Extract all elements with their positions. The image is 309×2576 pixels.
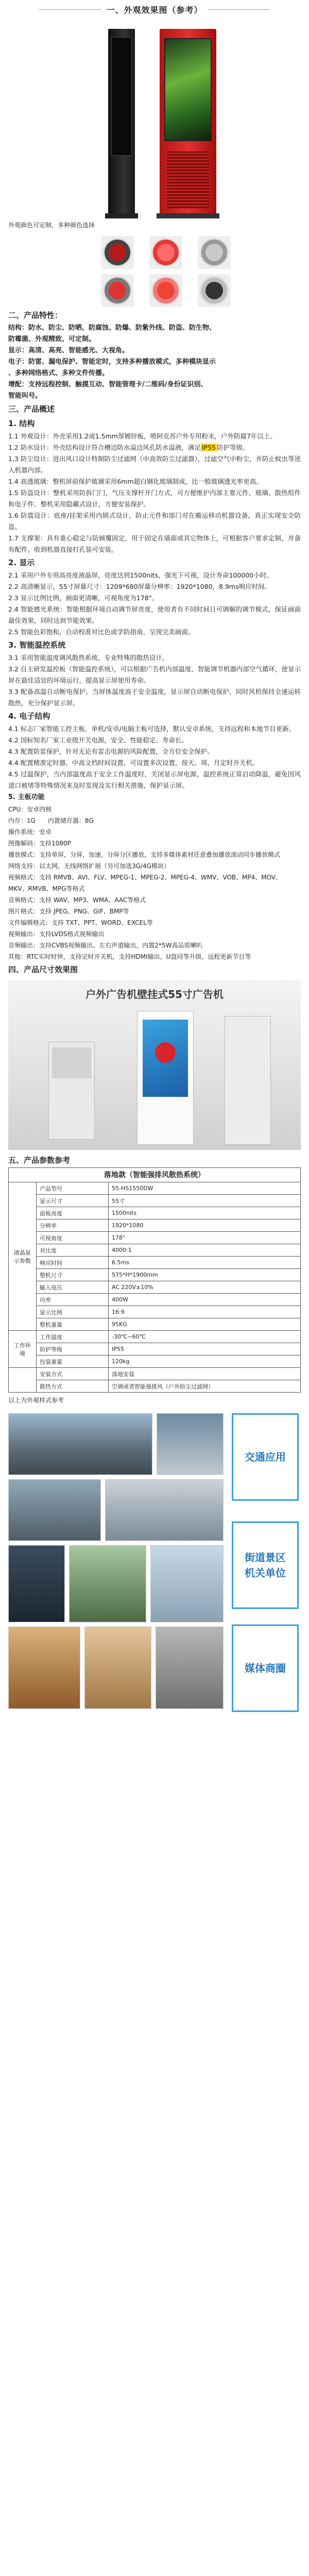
size-figure (8, 980, 301, 1150)
feature-line: 显示：高清、高亮、智能感光、大视角。 (8, 347, 129, 354)
swatch-mid (103, 276, 132, 305)
spec-line: 图像解码：支持1080P (8, 840, 71, 847)
table-value: 55-HS1550DW (109, 1182, 301, 1195)
table-row (9, 1195, 301, 1207)
paragraph: 3.3 配备高温自动断电保护，当屏体温度高于安全温度，显示屏自动断电保护，同时风机保持全速运转散热，充分保护显示屏。 (8, 688, 301, 707)
label-transport: 交通应用 (232, 1413, 299, 1501)
table-value: 空调或者智能强排风（户外防尘过滤网） (109, 1380, 301, 1393)
subsection-title: 4. 电子结构 (8, 711, 50, 721)
table-key: 包装重量 (37, 1355, 109, 1368)
param-table (0, 1167, 309, 1406)
table-row (9, 1244, 301, 1257)
table-key: 对比度 (37, 1244, 109, 1257)
table-key: 响应时间 (37, 1257, 109, 1269)
table-row (9, 1343, 301, 1355)
color-swatches (0, 231, 309, 308)
subsection-title: 1. 结构 (8, 419, 35, 428)
table-value: 16:9 (109, 1306, 301, 1318)
feature-line: 增配：支持远程控制、触摸互动、智能管理卡/二维码/身份证识别、 (8, 381, 208, 388)
paragraph: 2.5 智能色彩饱和，自动校准对比色或学防指南、呈现完美画面。 (8, 628, 195, 636)
table-key: 散热方式 (37, 1380, 109, 1393)
paragraph: 3.2 自主研发温控板（智能温控系统），可以根据广告机内部温度、智能调节机器内部空气循环，使显示屏在最佳适宜的环境运行，提高显示屏使用寿命。 (8, 665, 301, 684)
table-row (9, 1232, 301, 1244)
table-row (9, 1318, 301, 1331)
photo-shop (84, 1626, 151, 1709)
photo-bus-stop (8, 1413, 152, 1475)
photo-station (8, 1479, 101, 1541)
table-value: 575*H*1900mm (109, 1269, 301, 1281)
section-5-title: 五、产品参数参考 (8, 1156, 71, 1165)
paragraph: 1.4 高透玻璃：整机屏前保护玻璃采用6mm超白钢化玻璃制成，比一般玻璃透光率更高。 (8, 478, 263, 485)
paragraph: 2.1 采用户外专用高亮度液晶屏，亮度达到1500nits，强光下可视，设计寿命100000小时。 (8, 571, 273, 579)
paragraph: 1.5 防盗设计：整机采用防拆门门，气压支撑杆开门方式，可方便维护内部主要元件，玻璃、散热组件和电子件。整机采用隐藏式设计，方便安装保护。 (8, 489, 301, 508)
feature-line: 防霉菌、外观精致、可定制。 (8, 335, 96, 343)
bird-icon (155, 1042, 176, 1063)
table-footnote: 以上为外观样式参考 (8, 1397, 64, 1404)
spec-line: 操作系统：安卓 (8, 828, 52, 836)
section-2 (0, 308, 309, 402)
application-photos (0, 1413, 309, 1712)
table-key: 输入电压 (37, 1281, 109, 1294)
paragraph: 2.4 智能感光系统：智能根据环境自动调节屏亮度，使用者有不同时间日可调解的调节模式，保证画面最佳效果，同时达到节能效果。 (8, 605, 301, 624)
table-value: 178° (109, 1232, 301, 1244)
table-value: 1920*1080 (109, 1219, 301, 1232)
section-2-title: 二、产品特性： (8, 311, 63, 320)
table-row (9, 1182, 301, 1195)
photo-park (69, 1545, 146, 1622)
section-4-title: 四、产品尺寸效果图 (8, 965, 78, 974)
table-row (9, 1257, 301, 1269)
table-value: 落地安装 (109, 1368, 301, 1380)
table-key: 面板亮度 (37, 1207, 109, 1219)
section-1-title: 一、外观效果图（参考） (0, 0, 309, 19)
color-caption: 外观颜色可定制，多种颜色选择 (8, 222, 95, 229)
table-key: 产品型号 (37, 1182, 109, 1195)
table-key: 显示比例 (37, 1306, 109, 1318)
table-value: 1500nits (109, 1207, 301, 1219)
table-row (9, 1219, 301, 1232)
table-value: IP55 (109, 1343, 301, 1355)
swatch-dark (103, 238, 132, 267)
swatch-grey (200, 238, 229, 267)
side-kiosk-image (225, 1016, 271, 1145)
photo-shelter (105, 1479, 224, 1541)
table-key: 可视角度 (37, 1232, 109, 1244)
figure-title: 户外广告机壁挂式55寸广告机 (85, 988, 224, 1001)
spec-line: 播放模式：支持单屏，分屏，加速，分屏分区播放，支持多媒体素材任意叠加播放滚动同步播放模式 (8, 851, 281, 858)
table-title: 落地款（智能强排风散热系统） (8, 1167, 301, 1182)
table-value: AC 220V±10% (109, 1281, 301, 1294)
product-exterior-images (0, 19, 309, 219)
paragraph: 2.3 显示比例比例，画面更清晰，可视角度为178°。 (8, 594, 159, 602)
table-key: 防护等级 (37, 1343, 109, 1355)
photo-kiosk-red (156, 1626, 224, 1709)
spec-line: 内存：1G 内置储存器：8G (8, 817, 94, 824)
red-kiosk-image (160, 29, 216, 214)
paragraph: 4.4 配置精准定时器，中高文档时间设置，可设置多次设置，按天、周、月定时开关机。 (8, 759, 259, 767)
table-group: 液晶显示参数 (9, 1182, 37, 1331)
table-row (9, 1306, 301, 1318)
table-key: 安装方式 (37, 1368, 109, 1380)
photo-street (157, 1413, 224, 1475)
table-value: 95KG (109, 1318, 301, 1331)
table-value: -30℃~60℃ (109, 1331, 301, 1343)
subsection-title: 3. 智能温控系统 (8, 640, 66, 650)
paragraph: 1.1 外观设计：外壳采用1.2或1.5mm厚镀锌板，喷阿克苏户外专用粉末，户外防腐7年以上。 (8, 432, 277, 440)
table-value: 400W (109, 1294, 301, 1306)
spec-line: 音频输出：支持CVBS视频输出、左右声道输出，内置2*5W高品质喇叭 (8, 942, 203, 949)
paragraph: 4.3 配置防雷保护，针对无论有雷击电源的风险配置，全方位安全保护。 (8, 748, 214, 755)
black-kiosk-image (108, 29, 135, 214)
paragraph: 4.5 过温保护，当内部温度高于安全工作温度时，关闭显示屏电源，温控系统正常启动降温，避免因风道口被堵等特殊情况来及时发现及实行相关措施，保护显示屏。 (8, 770, 301, 789)
table-row (9, 1207, 301, 1219)
spec-line: 视频输出：支持LVDS格式视频输出 (8, 930, 105, 938)
spec-line: 视频格式：支持 RMVB、AVI、FLV、MPEG-1、MPEG-2、MPEG-4、WMV、VOB、MP4、MOV、MKV、RMVB、MPG等格式 (8, 874, 282, 892)
photo-mall (8, 1626, 80, 1709)
paragraph: 1.7 支撑架：具有重心稳定与防倾覆固定，用于固定在墙面或其它物体上，可根据客户要求定制，并备有配件，收到机器直接打孔装可安装。 (8, 534, 301, 553)
spec-line: 网络支持：以太网，无线网络扩展（另可加选3G/4G模块） (8, 862, 170, 870)
spec-line: 文件编辑格式：支持 TXT、PPT、WORD、EXCEL等 (8, 919, 153, 926)
table-key: 分辨率 (37, 1219, 109, 1232)
table-key: 工作温度 (37, 1331, 109, 1343)
paragraph: 2.2 高清晰显示，55寸屏幕尺寸：1209*680屏幕分辨率：1920*1080，8.9ms响应时间。 (8, 583, 271, 590)
swatch-pink (151, 276, 180, 305)
table-row (9, 1355, 301, 1368)
table-row (9, 1294, 301, 1306)
paragraph: 4.2 国标知名厂家工业级开关电源，安全、性能稳定、寿命长。 (8, 736, 188, 744)
section-5 (0, 1153, 309, 1167)
table-row (9, 1331, 301, 1343)
section-3-title: 三、产品概述 (8, 404, 55, 414)
swatch-red (151, 238, 180, 267)
swatch-light (200, 276, 229, 305)
paragraph: 3.1 采用智能温度调风散热系统，专业特殊的散热设计。 (8, 654, 169, 662)
feature-line: 结构：防水、防尘、防晒、防腐蚀、防爆、防紫外线、防盗、防生物、 (8, 324, 216, 332)
tall-kiosk-image (137, 1011, 194, 1145)
photo-plaza (150, 1545, 224, 1622)
table-group (9, 1368, 37, 1393)
spec-line: CPU：安卓四核 (8, 806, 52, 813)
paragraph: 1.3 防尘设计：进出风口设计特制防尘过滤网（中高效防尘过滤器），过滤空气中粉尘，并防止蚊虫等进入机器内部。 (8, 455, 301, 474)
table-row (9, 1380, 301, 1393)
spec-line: 其他：RTC实时时钟，支持定时开关机，支持HDMI输出，U盘同等升级，远程更新节目等 (8, 953, 251, 960)
photo-kiosk-night (8, 1545, 65, 1622)
label-street: 街道景区 机关单位 (232, 1521, 299, 1609)
feature-line: 、多种网络格式、多种文件传播。 (8, 369, 109, 377)
table-key: 整机尺寸 (37, 1269, 109, 1281)
table-row (9, 1269, 301, 1281)
table-row (9, 1281, 301, 1294)
highlight: IP55 (201, 444, 216, 451)
table-value: 55寸 (109, 1195, 301, 1207)
section-3 (0, 402, 309, 962)
table-row (9, 1368, 301, 1380)
label-media: 媒体商圈 (232, 1624, 299, 1712)
paragraph: 1.6 防震设计：底座/挂架采用内锁式设计，防止元件和部门对在搬运移动机器设备，真正实现安全防盗。 (8, 512, 301, 531)
table-group: 工作环境 (9, 1331, 37, 1368)
table-key: 功率 (37, 1294, 109, 1306)
table-value: 4000:1 (109, 1244, 301, 1257)
feature-line: 智能叫号。 (8, 392, 42, 400)
subsection-title: 5. 主板功能 (8, 793, 45, 801)
table-key: 整机重量 (37, 1318, 109, 1331)
small-kiosk-image (48, 1042, 95, 1140)
spec-line: 图片格式：支持 JPEG、PNG、GIF、BMP等 (8, 908, 129, 915)
spec-line: 音频格式：支持 WAV、MP3、WMA、AAC等格式 (8, 896, 146, 904)
section-4 (0, 962, 309, 1150)
table-value: 6.5ms (109, 1257, 301, 1269)
paragraph: 4.1 标志厂家智能工控主板，单机/安卓/电脑主板可选择，默认安卓系统，支持远程和本地节目更新。 (8, 725, 296, 733)
table-value: 120kg (109, 1355, 301, 1368)
feature-line: 电子：防雷、漏电保护、智能定时，支持多种播放模式，多种模块显示 (8, 358, 216, 366)
paragraph: 1.2 防水设计：外壳结构设计符合槽边防水溢边风孔防水溢液，满足 IP55 防护等级。 (8, 444, 249, 451)
table-key: 显示尺寸 (37, 1195, 109, 1207)
subsection-title: 2. 显示 (8, 558, 35, 567)
